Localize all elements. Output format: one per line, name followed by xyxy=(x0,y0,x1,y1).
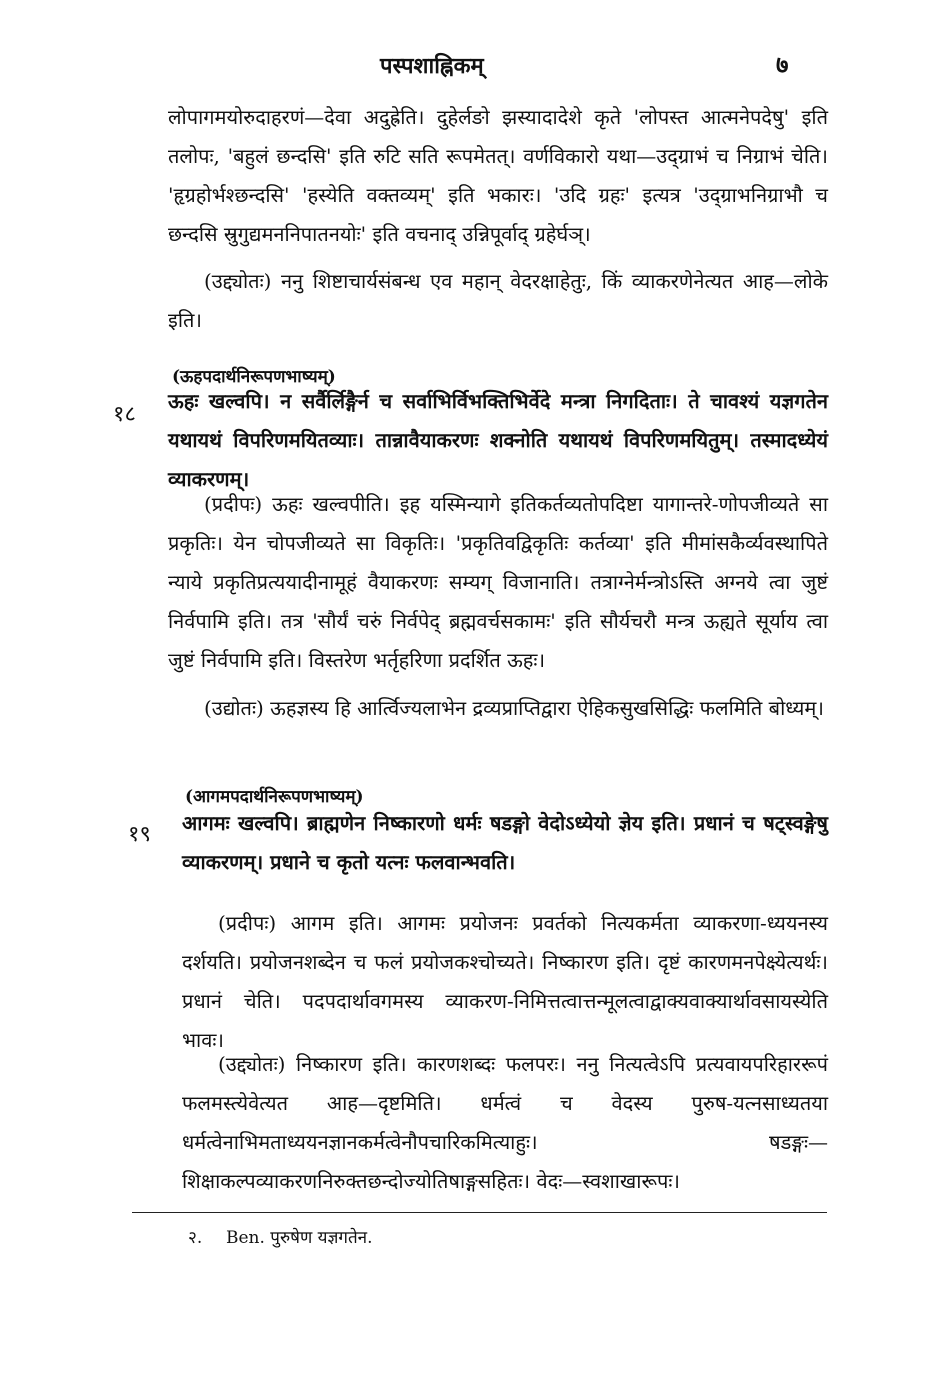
footnote-divider xyxy=(132,1212,827,1213)
bhashya-text-uha: ऊहः खल्वपि। न सर्वैर्लिङ्गैर्न च सर्वाभिर्विभक्तिभिर्वेदे मन्त्रा निगदिताः। ते चावश्यं यज्ञगतेन यथायथं विपरिणमयितव्याः। तान्नावैयाकरणः शक्नोति यथायथं विपरिणमयितुम्। तस्मादध्येयं व्याकरणम्। xyxy=(168,389,828,491)
uddyota-commentary-agama: (उद्द्योतः) निष्कारण इति। कारणशब्दः फलपरः। ननु नित्यत्वेऽपि प्रत्यवायपरिहाररूपं फलमस्त्येवेत्यत आह—दृष्टमिति। धर्मत्वं च वेदस्य पुरुष-यत्नसाध्यतया धर्मत्वेनाभिमताध्ययनज्ञानकर्मत्वेनौपचारिकमित्याहुः। षडङ्गः—शिक्षाकल्पव्याकरणनिरुक्तछन्दोज्योतिषाङ्गसहितः। वेदः—स्वशाखारूपः। xyxy=(182,1052,828,1193)
pradipa-commentary-uha: (प्रदीपः) ऊहः खल्वपीति। इह यस्मिन्यागे इतिकर्तव्यतोपदिष्टा यागान्तरे-णोपजीव्यते सा प्रकृतिः। येन चोपजीव्यते सा विकृतिः। 'प्रकृतिवद्विकृतिः कर्तव्या' इति मीमांसकैर्व्यवस्थापिते न्याये प्रकृतिप्रत्ययादीनामूहं वैयाकरणः सम्यग् विजानाति। तत्राग्नेर्मन्त्रोऽस्ति अग्नये त्वा जुष्टं निर्वपामि इति। तत्र 'सौर्यं चरुं निर्वपेद् ब्रह्मवर्चसकामः' इति सौर्यचरौ मन्त्र ऊह्यते सूर्याय त्वा जुष्टं निर्वपामि इति। विस्तरेण भर्तृहरिणा प्रदर्शित ऊहः। xyxy=(168,492,828,672)
paragraph-number-18: १८ xyxy=(113,402,136,427)
page-number: ७ xyxy=(776,50,789,79)
section-heading-uha: (ऊहपदार्थनिरूपणभाष्यम्) xyxy=(172,367,336,387)
footnote xyxy=(188,1225,373,1248)
paragraph-lopagama: लोपागमयोरुदाहरणं—देवा अदुह्रेति। दुहेर्लङो झस्यादादेशे कृते 'लोपस्त आत्मनेपदेषु' इति तलोपः, 'बहुलं छन्दसि' इति रुटि सति रूपमेतत्। वर्णविकारो यथा—उद्ग्राभं च निग्राभं चेति। 'हृग्रहोर्भश्छन्दसि' 'हस्येति वक्तव्यम्' इति भकारः। 'उदि ग्रहः' इत्यत्र 'उद्ग्राभनिग्राभौ च छन्दसि स्रुगुद्यमननिपातनयोः' इति वचनाद् उन्निपूर्वाद् ग्रहेर्घञ्। xyxy=(168,105,828,246)
uddyota-commentary-uha: (उद्योतः) ऊहज्ञस्य हि आर्त्विज्यलाभेन द्रव्यप्राप्तिद्वारा ऐहिकसुखसिद्धिः फलमिति बोध्यम्। xyxy=(204,696,824,720)
paragraph-number-19: १९ xyxy=(128,822,151,847)
footnote-marker: २. xyxy=(188,1228,203,1248)
bhashya-text-agama: आगमः खल्वपि। ब्राह्मणेन निष्कारणो धर्मः षडङ्गो वेदोऽध्येयो ज्ञेय इति। प्रधानं च षट्स्वङ्गेषु व्याकरणम्। प्रधाने च कृतो यत्नः फलवान्भवति। xyxy=(182,811,828,874)
section-heading-agama: (आगमपदार्थनिरूपणभाष्यम्) xyxy=(185,787,364,807)
running-title: पस्पशाह्निकम् xyxy=(380,53,484,79)
uddyota-commentary-loke: (उद्द्योतः) ननु शिष्टाचार्यसंबन्ध एव महान् वेदरक्षाहेतुः, किं व्याकरणेनेत्यत आह—लोके इति। xyxy=(168,269,828,332)
pradipa-commentary-agama: (प्रदीपः) आगम इति। आगमः प्रयोजनः प्रवर्तको नित्यकर्मता व्याकरणा-ध्ययनस्य दर्शयति। प्रयोजनशब्देन च फलं प्रयोजकश्चोच्यते। निष्कारण इति। दृष्टं कारणमनपेक्ष्येत्यर्थः। प्रधानं चेति। पदपदार्थावगमस्य व्याकरण-निमित्तत्वात्तन्मूलत्वाद्वाक्यवाक्यार्थावसायस्येति भावः। xyxy=(182,911,828,1052)
page-header xyxy=(0,50,930,90)
footnote-text: Ben. पुरुषेण यज्ञगतेन. xyxy=(226,1228,373,1248)
